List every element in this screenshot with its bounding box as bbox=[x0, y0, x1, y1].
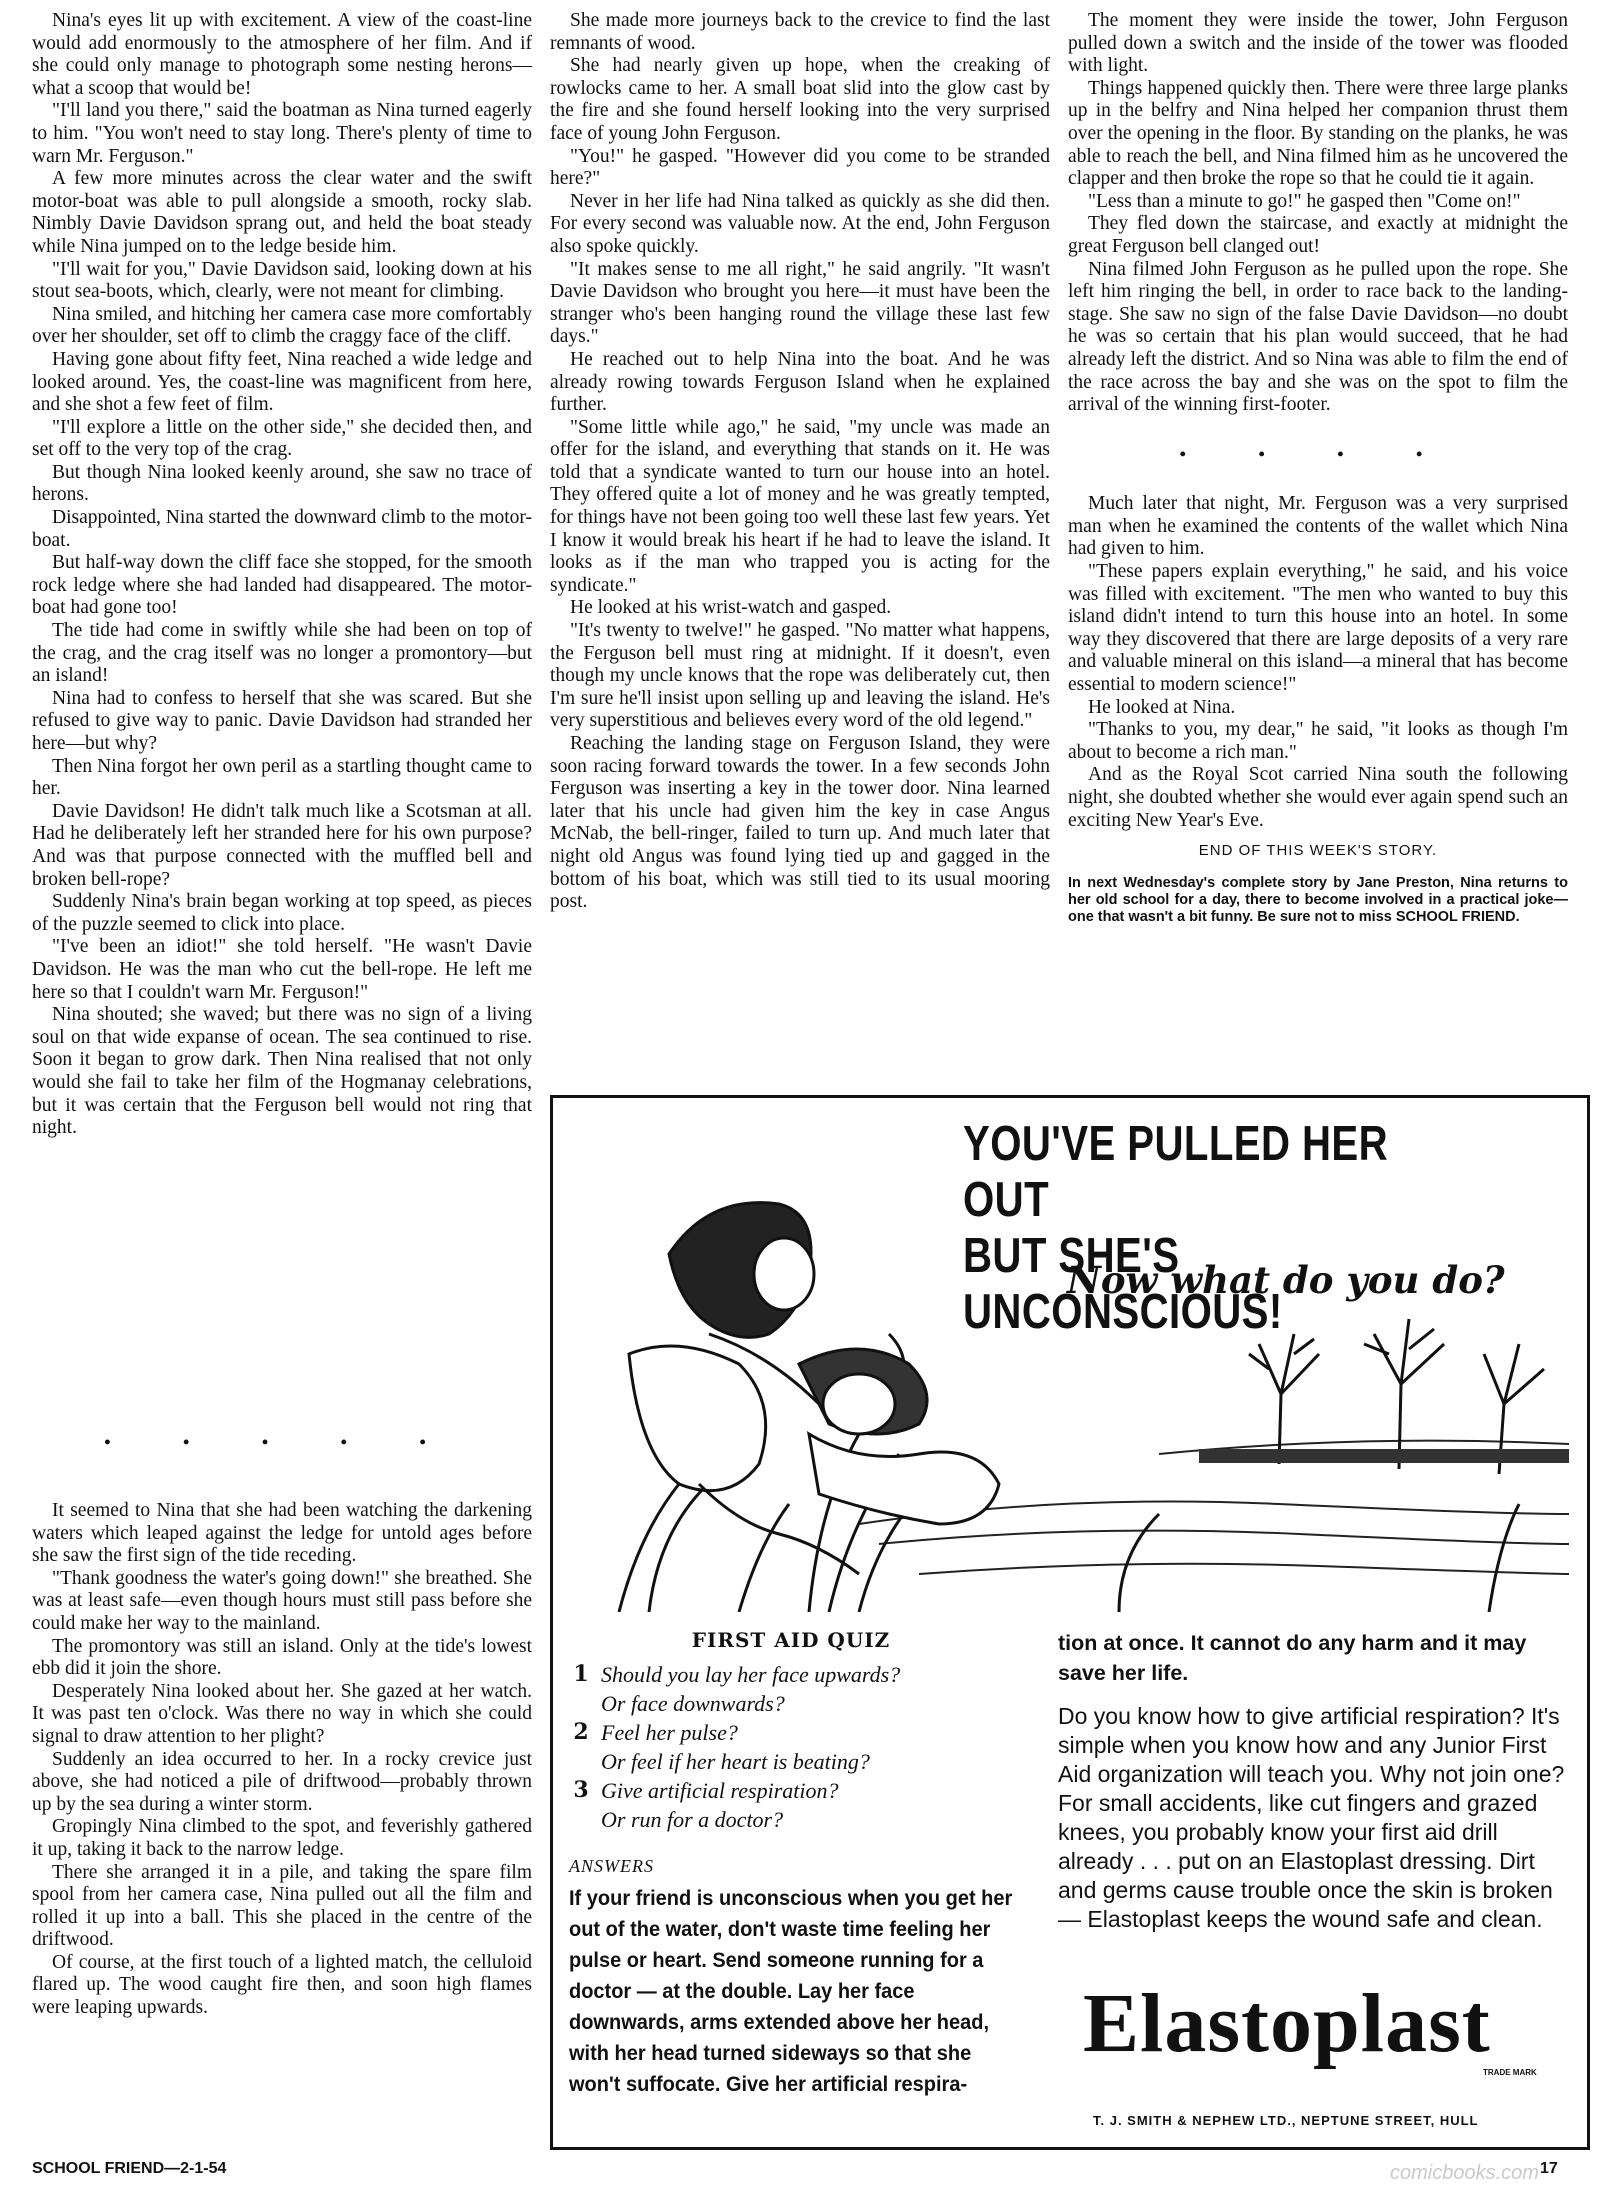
story-paragraph: "I'll explore a little on the other side," she decided then, and set off to the very top of the crag. bbox=[32, 416, 532, 461]
quiz-option-2: Or face downwards? bbox=[601, 1691, 785, 1716]
story-paragraph: He reached out to help Nina into the boat. And he was already rowing towards Ferguson Island when he explained further. bbox=[550, 348, 1050, 416]
story-paragraph: Davie Davidson! He didn't talk much like a Scotsman at all. Had he deliberately left her stranded here for his own purpose? And was that purpose connected with the muffled bell and broken bell-rope? bbox=[32, 800, 532, 890]
story-column-1 bbox=[32, 10, 532, 1140]
story-paragraph: "You!" he gasped. "However did you come to be stranded here?" bbox=[550, 145, 1050, 190]
quiz-option-2: Or feel if her heart is beating? bbox=[601, 1749, 870, 1774]
next-week-promo: In next Wednesday's complete story by Jane Preston, Nina returns to her old school for a day, there to become involved in a practical joke—one that wasn't a bit funny. Be sure not to miss SCHOOL FRIEND. bbox=[1068, 874, 1568, 925]
story-paragraph: Nina had to confess to herself that she was scared. But she refused to give way to panic. Davie Davidson had stranded her here—but why? bbox=[32, 687, 532, 754]
story-column-3-part-2 bbox=[1068, 493, 1568, 832]
quiz-option-1: Give artificial respiration? bbox=[601, 1778, 839, 1803]
story-paragraph: "These papers explain everything," he said, and his voice was filled with excitement. "The men who wanted to buy this island didn't intend to turn this house into an hotel. In some way they discovered that there are large deposits of a very rare and valuable mineral on this island—a mineral that has become essential to modern science!" bbox=[1068, 561, 1568, 696]
story-paragraph: "I'll land you there," said the boatman as Nina turned eagerly to him. "You won't need to stay long. There's plenty of time to warn Mr. Ferguson." bbox=[32, 100, 532, 167]
quiz-indent bbox=[561, 1805, 601, 1834]
quiz-question bbox=[561, 1776, 1021, 1805]
ad-headline bbox=[963, 1116, 1455, 1340]
story-column-1-continued bbox=[32, 1500, 532, 2020]
quiz-question-alt bbox=[561, 1747, 1021, 1776]
story-paragraph: And as the Royal Scot carried Nina south the following night, she doubted whether she would ever again spend such an exciting New Year's Eve. bbox=[1068, 764, 1568, 831]
story-paragraph: Nina smiled, and hitching her camera case more comfortably over her shoulder, set off to climb the craggy face of the cliff. bbox=[32, 303, 532, 348]
story-paragraph: Suddenly an idea occurred to her. In a rocky crevice just above, she had noticed a pile of driftwood—probably thrown up by the sea during a winter storm. bbox=[32, 1748, 532, 1815]
story-paragraph: "I've been an idiot!" she told herself. "He wasn't Davie Davidson. He was the man who cut the bell-rope. He left me here so that I couldn't warn Mr. Ferguson!" bbox=[32, 936, 532, 1003]
quiz-title: FIRST AID QUIZ bbox=[691, 1628, 891, 1652]
story-paragraph: "It makes sense to me all right," he said angrily. "It wasn't Davie Davidson who brought you here—it must have been the stranger who's been hanging round the village these last few days." bbox=[550, 258, 1050, 348]
company-address: T. J. SMITH & NEPHEW LTD., NEPTUNE STREET, HULL bbox=[1093, 2113, 1479, 2128]
story-paragraph: Nina shouted; she waved; but there was no sign of a living soul on that wide expanse of ocean. The sea continued to rise. Soon it began to grow dark. Then Nina realised that not only would she fail to take her film of the Hogmanay celebrations, but it was certain that the Ferguson bell would not ring that night. bbox=[32, 1004, 532, 1139]
story-paragraph: "Thank goodness the water's going down!" she breathed. She was at least safe—even though hours must still pass before she could make her way to the mainland. bbox=[32, 1567, 532, 1634]
quiz-number: 3 bbox=[573, 1777, 589, 1803]
story-column-3-part-1 bbox=[1068, 10, 1568, 417]
story-paragraph: Then Nina forgot her own peril as a startling thought came to her. bbox=[32, 755, 532, 800]
story-paragraph: Reaching the landing stage on Ferguson Island, they were soon racing forward towards the tower. In a few seconds John Ferguson was inserting a key in the tower door. Nina learned later that his uncle had given him the key in case Angus McNab, the bell-ringer, failed to turn up. And much later that night old Angus was found lying tied up and gagged in the bottom of his boat, which was still tied to its usual mooring post. bbox=[550, 733, 1050, 913]
story-paragraph: It seemed to Nina that she had been watching the darkening waters which leaped against the ledge for untold ages before she saw the first sign of the tide receding. bbox=[32, 1500, 532, 1567]
ad-body-column bbox=[1058, 1628, 1568, 1934]
quiz-option-1: Should you lay her face upwards? bbox=[601, 1662, 901, 1687]
story-paragraph: A few more minutes across the clear water and the swift motor-boat was able to pull alongside a smooth, rocky slab. Nimbly Davie Davidson sprang out, and held the boat steady while Nina jumped on to the ledge beside him. bbox=[32, 168, 532, 257]
section-separator: • • • • • bbox=[104, 1432, 460, 1452]
ad-headline-line-2: BUT SHE'S UNCONSCIOUS! bbox=[963, 1229, 1283, 1339]
story-paragraph: Desperately Nina looked about her. She gazed at her watch. It was past ten o'clock. Was there no way in which she could signal to draw attention to her plight? bbox=[32, 1680, 532, 1747]
story-paragraph: There she arranged it in a pile, and taking the spare film spool from her camera case, Nina pulled out all the film and rolled it up into a ball. This she placed in the centre of the driftwood. bbox=[32, 1861, 532, 1951]
end-of-story-label: END OF THIS WEEK'S STORY. bbox=[1198, 842, 1438, 860]
quiz-question-alt bbox=[561, 1805, 1021, 1834]
story-paragraph: Gropingly Nina climbed to the spot, and feverishly gathered it up, taking it back to the narrow ledge. bbox=[32, 1816, 532, 1860]
story-paragraph: "Thanks to you, my dear," he said, "it looks as though I'm about to become a rich man." bbox=[1068, 719, 1568, 763]
elastoplast-advertisement bbox=[550, 1095, 1590, 2150]
section-separator: • • • • bbox=[1179, 443, 1457, 464]
story-paragraph: She made more journeys back to the crevice to find the last remnants of wood. bbox=[550, 10, 1050, 54]
story-paragraph: Disappointed, Nina started the downward climb to the motor-boat. bbox=[32, 507, 532, 551]
quiz-indent bbox=[561, 1747, 601, 1776]
quiz-number: 2 bbox=[573, 1719, 589, 1745]
story-paragraph: "I'll wait for you," Davie Davidson said, looking down at his stout sea-boots, which, clearly, were not meant for climbing. bbox=[32, 258, 532, 303]
first-aid-quiz bbox=[561, 1628, 1021, 2100]
answers-text: If your friend is unconscious when you get her out of the water, don't waste time feeling her pulse or heart. Send someone running for a doctor — at the double. Lay her face downwards, arms extended above her head, with her head turned sideways so that she won't suffocate. Give her artificial respira- bbox=[569, 1886, 1013, 2096]
story-column-3 bbox=[1068, 10, 1568, 926]
quiz-option-1: Feel her pulse? bbox=[601, 1720, 738, 1745]
quiz-option-2: Or run for a doctor? bbox=[601, 1807, 784, 1832]
story-paragraph: She had nearly given up hope, when the creaking of rowlocks came to her. A small boat slid into the glow cast by the fire and she found herself looking into the very surprised face of young John Ferguson. bbox=[550, 55, 1050, 144]
story-paragraph: Much later that night, Mr. Ferguson was a very surprised man when he examined the contents of the wallet which Nina had given to him. bbox=[1068, 493, 1568, 560]
story-paragraph: But half-way down the cliff face she stopped, for the smooth rock ledge where she had landed had disappeared. The motor-boat had gone too! bbox=[32, 552, 532, 619]
story-paragraph: Nina filmed John Ferguson as he pulled upon the rope. She left him ringing the bell, in order to race back to the landing-stage. She saw no sign of the false Davie Davidson—no doubt he was so certain that his plan would succeed, that he had already left the district. And so Nina was able to film the end of the race across the bay and she was on the spot to film the arrival of the winning first-footer. bbox=[1068, 258, 1568, 416]
answers-label: ANSWERS bbox=[569, 1856, 654, 1876]
quiz-question-alt bbox=[561, 1689, 1021, 1718]
page-number: 17 bbox=[1540, 2160, 1558, 2177]
story-paragraph: "Some little while ago," he said, "my uncle was made an offer for the island, and everything that stands on it. He was told that a syndicate wanted to turn our house into an hotel. They offered quite a lot of money and he was greatly tempted, for things have not been going too well these last few years. Yet I know it would break his heart if he had to leave the island. It looks as if the man who trapped you is acting for the syndicate." bbox=[550, 416, 1050, 596]
story-paragraph: The tide had come in swiftly while she had been on top of the crag, and the crag itself was no longer a promontory—but an island! bbox=[32, 620, 532, 687]
quiz-number: 1 bbox=[573, 1661, 589, 1687]
story-paragraph: Of course, at the first touch of a lighted match, the celluloid flared up. The wood caught fire then, and soon high flames were leaping upwards. bbox=[32, 1951, 532, 2019]
ad-subheadline: Now what do you do? bbox=[1067, 1258, 1505, 1302]
quiz-question bbox=[561, 1718, 1021, 1747]
story-paragraph: Things happened quickly then. There were three large planks up in the belfry and Nina helped her companion thrust them over the opening in the floor. By standing on the planks, he was able to reach the bell, and Nina filmed him as he uncovered the clapper and then broke the rope so that he could tie it again. bbox=[1068, 77, 1568, 190]
watermark: comicbooks.com bbox=[1390, 2162, 1539, 2184]
story-paragraph: He looked at Nina. bbox=[1088, 696, 1236, 718]
brand-logo: Elastoplast bbox=[1083, 1977, 1491, 2070]
story-paragraph: Suddenly Nina's brain began working at top speed, as pieces of the puzzle seemed to click into place. bbox=[32, 891, 532, 935]
ad-headline-line-1: YOU'VE PULLED HER OUT bbox=[963, 1117, 1389, 1227]
story-paragraph: Never in her life had Nina talked as quickly as she did then. For every second was valuable now. At the end, John Ferguson also spoke quickly. bbox=[550, 190, 1050, 257]
story-column-2 bbox=[550, 10, 1050, 914]
ad-body-text: Do you know how to give artificial respiration? It's simple when you know how and any Junior First Aid organization will teach you. Why not join one? For small accidents, like cut fingers and grazed knees, you probably know your first aid drill already . . . put on an Elastoplast dressing. Dirt and germs cause trouble once the skin is broken — Elastoplast keeps the wound safe and clean. bbox=[1058, 1703, 1565, 1932]
story-paragraph: "Less than a minute to go!" he gasped then "Come on!" bbox=[1088, 190, 1521, 212]
quiz-indent bbox=[561, 1689, 601, 1718]
answers-continued: tion at once. It cannot do any harm and it may save her life. bbox=[1058, 1631, 1527, 1685]
story-paragraph: Having gone about fifty feet, Nina reached a wide ledge and looked around. Yes, the coast-line was magnificent from here, and she shot a few feet of film. bbox=[32, 348, 532, 416]
story-paragraph: The moment they were inside the tower, John Ferguson pulled down a switch and the inside of the tower was flooded with light. bbox=[1068, 10, 1568, 77]
story-paragraph: But though Nina looked keenly around, she saw no trace of herons. bbox=[32, 461, 532, 506]
story-paragraph: He looked at his wrist-watch and gasped. bbox=[570, 597, 892, 619]
quiz-question bbox=[561, 1660, 1021, 1689]
story-paragraph: The promontory was still an island. Only at the tide's lowest ebb did it join the shore. bbox=[32, 1635, 532, 1680]
story-paragraph: "It's twenty to twelve!" he gasped. "No matter what happens, the Ferguson bell must ring at midnight. If it doesn't, even though my uncle knows that the rope was deliberately cut, then I'm sure he'll insist upon selling up and leaving the island. He's very superstitious and believes every word of the old legend." bbox=[550, 620, 1050, 732]
trademark-label: TRADE MARK bbox=[1483, 2068, 1537, 2077]
story-paragraph: Nina's eyes lit up with excitement. A view of the coast-line would add enormously to the atmosphere of her film. And if she could only manage to photograph some nesting herons—what a scoop that would be! bbox=[32, 10, 532, 99]
footer-issue: SCHOOL FRIEND—2-1-54 bbox=[32, 2160, 227, 2177]
story-paragraph: They fled down the staircase, and exactly at midnight the great Ferguson bell clanged out! bbox=[1068, 213, 1568, 257]
